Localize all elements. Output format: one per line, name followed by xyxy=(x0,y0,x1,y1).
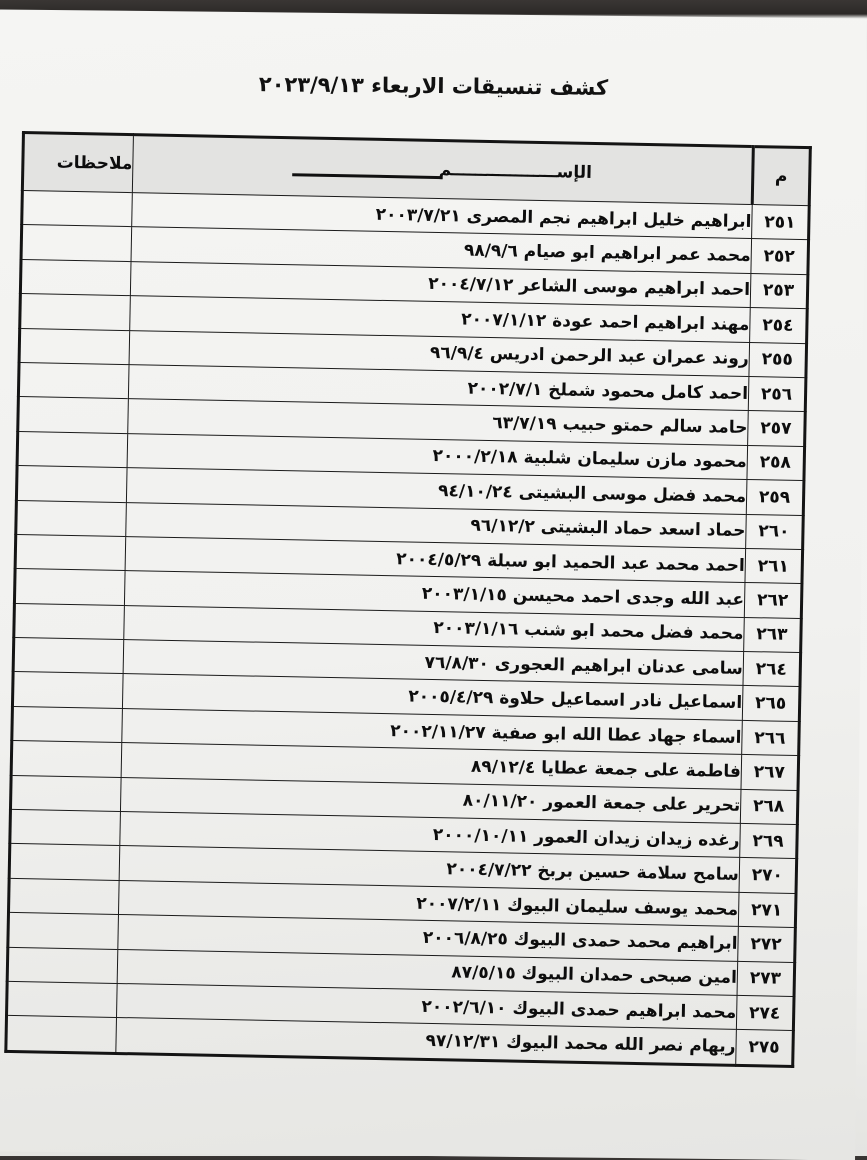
row-name: محمد فضل محمد ابو شنب ٢٠٠٣/١/١٦ xyxy=(124,605,745,651)
row-number: ٢٧٤ xyxy=(736,995,794,1030)
row-notes xyxy=(6,1016,117,1053)
row-number: ٢٥١ xyxy=(752,205,810,240)
row-number: ٢٥٢ xyxy=(751,239,809,274)
row-name: روند عمران عبد الرحمن ادريس ٩٦/٩/٤ xyxy=(129,330,750,376)
header-notes: ملاحظات xyxy=(22,133,133,193)
row-name: مهند ابراهيم احمد عودة ٢٠٠٧/١/١٢ xyxy=(130,296,751,342)
row-name: رغده زيدان زيدان العمور ٢٠٠٠/١٠/١١ xyxy=(120,812,741,858)
row-number: ٢٥٧ xyxy=(748,411,806,446)
row-notes xyxy=(11,741,122,777)
row-name: اسماعيل نادر اسماعيل حلاوة ٢٠٠٥/٤/٢٩ xyxy=(122,674,743,720)
row-name: سامح سلامة حسين بربخ ٢٠٠٤/٧/٢٢ xyxy=(119,846,740,892)
row-number: ٢٧٢ xyxy=(738,927,796,962)
row-number: ٢٦٦ xyxy=(742,720,800,755)
header-name-label: الإســــــــــــــــــم xyxy=(293,157,593,183)
row-notes xyxy=(19,328,130,364)
row-name: اسماء جهاد عطا الله ابو صفية ٢٠٠٢/١١/٢٧ xyxy=(122,708,743,754)
row-name: فاطمة على جمعة عطايا ٨٩/١٢/٤ xyxy=(121,743,742,789)
row-notes xyxy=(9,844,120,880)
row-number: ٢٦٣ xyxy=(744,617,802,652)
row-number: ٢٦٥ xyxy=(742,686,800,721)
row-name: حماد اسعد حماد البشيتى ٩٦/١٢/٢ xyxy=(126,502,747,548)
row-notes xyxy=(12,706,123,742)
row-name: سامى عدنان ابراهيم العجورى ٧٦/٨/٣٠ xyxy=(123,640,744,686)
row-notes xyxy=(22,191,133,227)
row-notes xyxy=(20,294,131,330)
row-number: ٢٧٣ xyxy=(737,961,795,996)
row-number: ٢٥٤ xyxy=(750,308,808,343)
row-name: عبد الله وجدى احمد محيسن ٢٠٠٣/١/١٥ xyxy=(124,571,745,617)
row-name: حامد سالم حمتو حبيب ٦٣/٧/١٩ xyxy=(128,399,749,445)
row-number: ٢٦٠ xyxy=(746,514,804,549)
row-notes xyxy=(18,362,129,398)
row-notes xyxy=(20,259,131,295)
row-name: احمد ابراهيم موسى الشاعر ٢٠٠٤/٧/١٢ xyxy=(130,261,751,307)
row-number: ٢٥٦ xyxy=(748,376,806,411)
row-name: ريهام نصر الله محمد البيوك ٩٧/١٢/٣١ xyxy=(116,1018,737,1065)
row-name: امين صبحى حمدان البيوك ٨٧/٥/١٥ xyxy=(117,949,738,995)
row-name: محمد ابراهيم حمدى البيوك ٢٠٠٢/٦/١٠ xyxy=(116,983,737,1029)
row-notes xyxy=(14,603,125,639)
row-name: محمد عمر ابراهيم ابو صيام ٩٨/٩/٦ xyxy=(131,227,752,273)
row-notes xyxy=(12,672,123,708)
row-name: تحرير على جمعة العمور ٨٠/١١/٢٠ xyxy=(120,777,741,823)
row-notes xyxy=(16,500,127,536)
row-name: محمد يوسف سليمان البيوك ٢٠٠٧/٢/١١ xyxy=(118,880,739,926)
row-number: ٢٦٨ xyxy=(740,789,798,824)
row-number: ٢٥٣ xyxy=(750,273,808,308)
row-notes xyxy=(17,431,128,467)
row-number: ٢٥٩ xyxy=(746,480,804,515)
document-title: كشف تنسيقات الاربعاء ٢٠٢٣/٩/١٣ xyxy=(258,72,609,100)
row-name: ابراهيم خليل ابراهيم نجم المصرى ٢٠٠٣/٧/٢١ xyxy=(132,193,753,239)
row-name: محمود مازن سليمان شلبية ٢٠٠٠/٢/١٨ xyxy=(127,433,748,479)
row-number: ٢٦٤ xyxy=(743,652,801,687)
row-number: ٢٧٠ xyxy=(739,858,797,893)
table-body xyxy=(6,191,809,1067)
row-notes xyxy=(7,947,118,983)
row-number: ٢٧٥ xyxy=(736,1030,794,1066)
row-notes xyxy=(13,638,124,674)
names-table xyxy=(4,131,812,1068)
row-notes xyxy=(14,569,125,605)
row-notes xyxy=(8,913,119,949)
table-container xyxy=(4,131,812,1068)
row-name: احمد كامل محمود شملخ ٢٠٠٢/٧/١ xyxy=(128,365,749,411)
row-notes xyxy=(7,981,118,1017)
row-notes xyxy=(18,397,129,433)
row-number: ٢٦١ xyxy=(745,548,803,583)
header-number: م xyxy=(752,147,810,206)
row-name: محمد فضل موسى البشيتى ٩٤/١٠/٢٤ xyxy=(126,468,747,514)
row-number: ٢٧١ xyxy=(738,892,796,927)
row-number: ٢٦٧ xyxy=(741,755,799,790)
row-name: ابراهيم محمد حمدى البيوك ٢٠٠٦/٨/٢٥ xyxy=(118,915,739,961)
row-notes xyxy=(8,878,119,914)
row-number: ٢٦٢ xyxy=(744,583,802,618)
row-notes xyxy=(21,225,132,261)
row-notes xyxy=(16,466,127,502)
row-number: ٢٥٨ xyxy=(747,445,805,480)
row-number: ٢٦٩ xyxy=(740,823,798,858)
row-name: احمد محمد عبد الحميد ابو سبلة ٢٠٠٤/٥/٢٩ xyxy=(125,536,746,582)
row-notes xyxy=(15,534,126,570)
row-notes xyxy=(10,809,121,845)
row-notes xyxy=(10,775,121,811)
row-number: ٢٥٥ xyxy=(749,342,807,377)
